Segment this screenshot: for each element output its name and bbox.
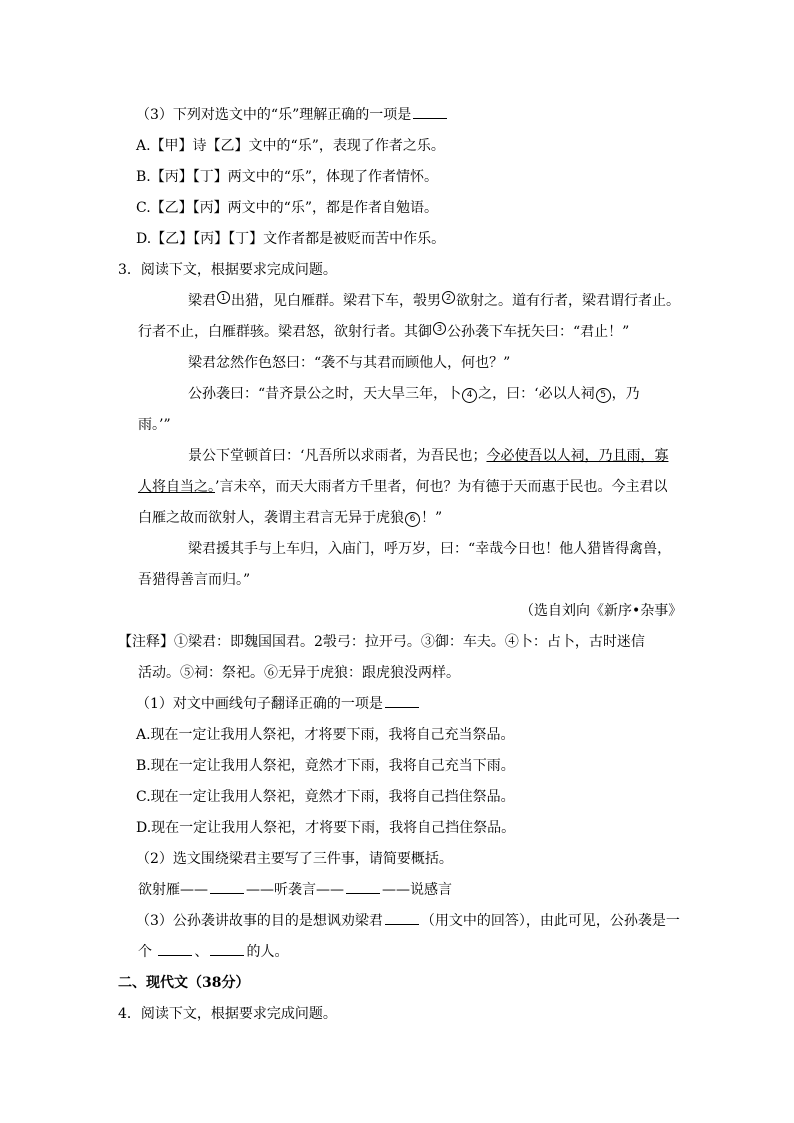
- passage-line: 梁君 1 出猎，见白雁群。梁君下车，彀男 2 欲射之。道有行者，梁君谓行者止。: [188, 293, 680, 309]
- answer-blank[interactable]: [385, 912, 419, 925]
- note-mark: 5: [596, 388, 611, 403]
- note-mark: 1: [217, 291, 230, 304]
- fill-in-line: 欲射雁—— ——听袭言—— ——说感言: [138, 882, 452, 898]
- option-a: A.现在一定让我用人祭祀，才将要下雨，我将自己充当祭品。: [136, 727, 515, 743]
- passage-line: 人将自当之。’言未卒，而天大雨者方千里者，何也？为有德于天而惠于民也。今主君以: [138, 479, 668, 495]
- answer-blank[interactable]: [210, 943, 244, 956]
- section-heading: 二、现代文（38分）: [118, 975, 250, 991]
- answer-blank[interactable]: [210, 881, 244, 894]
- notes: 活动。⑤祠：祭祀。⑥无异于虎狼：跟虎狼没两样。: [138, 665, 460, 681]
- question-stem: （3）下列对选文中的“乐”理解正确的一项是: [136, 105, 449, 125]
- note-mark: 2: [442, 291, 455, 304]
- passage-line: 梁君援其手与上车归，入庙门，呼万岁，曰：“幸哉今日也！他人猎皆得禽兽，: [188, 541, 672, 557]
- passage-line: 梁君忿然作色怒曰：“袭不与其君而顾他人，何也？”: [188, 355, 511, 371]
- sub-question: （2）选文围绕梁君主要写了三件事，请简要概括。: [136, 851, 453, 867]
- passage-line: 雨。’”: [138, 417, 171, 433]
- option-d: D.现在一定让我用人祭祀，才将要下雨，我将自己挡住祭品。: [136, 820, 516, 836]
- passage-line: 景公下堂顿首曰：‘凡吾所以求雨者，为吾民也；今必使吾以人祠，乃且雨，寡: [188, 448, 669, 464]
- fill-in-line: 个 、 的人。: [138, 944, 289, 960]
- option-c: C.现在一定让我用人祭祀，竟然才下雨，我将自己挡住祭品。: [136, 789, 515, 805]
- notes: 【注释】①梁君：即魏国国君。2彀弓：拉开弓。③御：车夫。④卜：占卜，古时迷信: [118, 634, 645, 650]
- option-b: B.现在一定让我用人祭祀，竟然才下雨，我将自己充当下雨。: [136, 758, 515, 774]
- answer-blank[interactable]: [158, 943, 192, 956]
- passage-line: 白雁之故而欲射人，袭谓主君言无异于虎狼 6 ！”: [138, 510, 443, 526]
- passage-line: 吾猎得善言而归。”: [138, 572, 251, 588]
- note-mark: 3: [433, 322, 446, 335]
- answer-blank[interactable]: [346, 881, 380, 894]
- note-mark: 4: [462, 388, 477, 403]
- option-d: D.【乙】【丙】【丁】文作者都是被贬而苦中作乐。: [136, 231, 446, 247]
- option-a: A.【甲】诗【乙】文中的“乐”，表现了作者之乐。: [136, 138, 445, 154]
- option-b: B.【丙】【丁】两文中的“乐”，体现了作者情怀。: [136, 169, 439, 185]
- note-mark: 6: [405, 512, 420, 527]
- answer-blank[interactable]: [413, 106, 447, 119]
- answer-blank[interactable]: [385, 695, 419, 708]
- passage-line: 公孙袭曰：“昔齐景公之时，天大旱三年，卜 4 之，曰：‘必以人祠 5 ，乃: [188, 386, 640, 402]
- source-citation: （选自刘向《新序•杂事》: [520, 603, 683, 619]
- underlined-sentence: 人将自当之。: [138, 479, 215, 495]
- sub-question: （3）公孙袭讲故事的目的是想讽劝梁君 （用文中的回答），由此可见，公孙袭是一: [136, 913, 680, 929]
- question-heading: 4．阅读下文，根据要求完成问题。: [118, 1006, 337, 1022]
- passage-line: 行者不止，白雁群骇。梁君怒，欲射行者。其御 3 公孙袭下车抚矢曰：“君止！”: [138, 324, 630, 340]
- underlined-sentence: 今必使吾以人祠，乃且雨，寡: [486, 448, 669, 464]
- option-c: C.【乙】【丙】两文中的“乐”，都是作者自勉语。: [136, 200, 438, 216]
- question-heading: 3．阅读下文，根据要求完成问题。: [118, 262, 337, 278]
- sub-question: （1）对文中画线句子翻译正确的一项是: [136, 694, 421, 714]
